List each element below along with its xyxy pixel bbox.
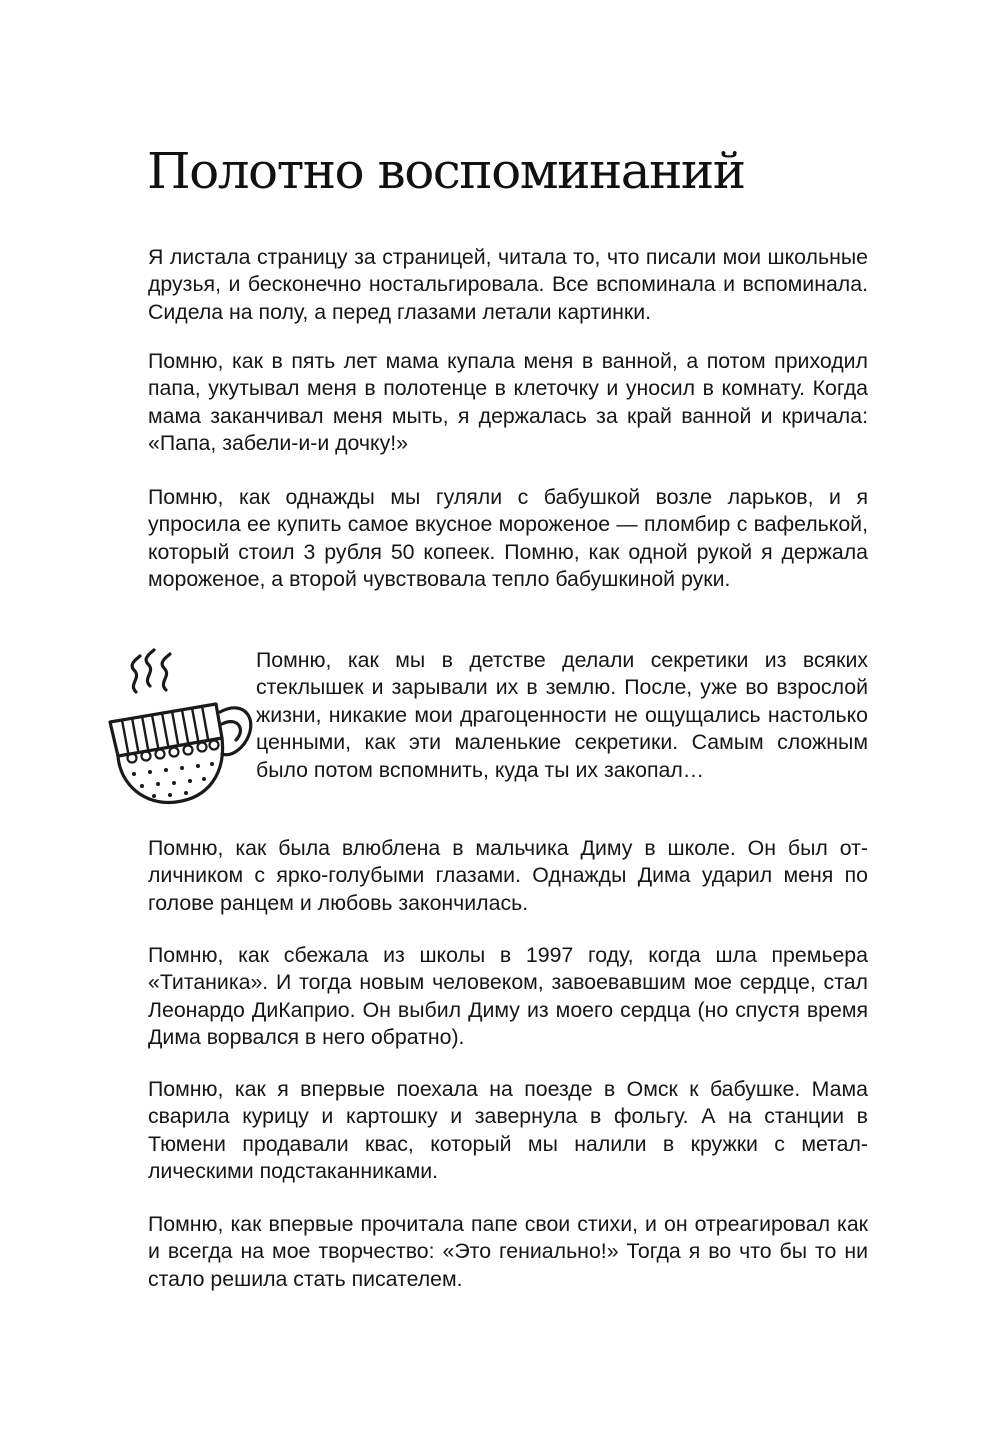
page-title: Полотно воспоминаний	[147, 142, 745, 200]
paragraph-6: Помню, как сбежала из школы в 1997 году, когда шла премьера «Титаника». И тогда новым человеком, завоевавшим мое сердце, стал Леонардо ДиКаприо. Он выбил Диму из моего сердца (но спустя время Дима ворвался в него обратно).	[148, 943, 868, 1050]
paragraph-8: Помню, как впервые прочитала папе свои стихи, и он отреагировал как и всегда на мое творчество: «Это гениально!» Тогда я во что бы то ни стало решила стать писателем.	[148, 1212, 868, 1291]
paragraph-7: Помню, как я впервые поехала на поезде в Омск к бабушке. Мама сварила курицу и картошку и завернула в фольгу. А на станции в Тюмени продавали квас, который мы налили в кружки с металлическими подстаканниками.	[148, 1077, 868, 1184]
paragraph-5: Помню, как была влюблена в мальчика Диму в школе. Он был отличником с ярко-голубыми глазами. Однажды Дима ударил меня по голове ранцем и любовь закончилась.	[148, 836, 868, 915]
paragraph-3: Помню, как однажды мы гуляли с бабушкой возле ларьков, и я упросила ее купить самое вкусное мороженое — пломбир с вафелькой, который стоил 3 рубля 50 копеек. Помню, как одной рукой я держала мороженое, а второй чувствовала тепло бабушкиной руки.	[148, 485, 868, 592]
paragraph-2: Помню, как в пять лет мама купала меня в ванной, а потом приходил папа, укутывал меня в полотенце в клеточку и уносил в комнату. Когда мама заканчивал меня мыть, я держалась за край ванной и кричала: «Папа, забели-и-и дочку!»	[148, 349, 868, 456]
paragraph-1: Я листала страницу за страницей, читала то, что писали мои школьные друзья, и бесконечно ностальгировала. Все вспоминала и вспоминала. Сидела на полу, а перед глазами летали картинки.	[148, 245, 868, 324]
paragraph-4: Помню, как мы в детстве делали секретики из всяких стеклышек и зарывали их в землю. После, уже во взрослой жизни, никакие мои драгоценности не ощущались настолько ценными, как эти маленькие секретики. Самым сложным было потом вспомнить, куда ты их закопал…	[256, 648, 868, 782]
teacup-icon	[104, 634, 264, 814]
